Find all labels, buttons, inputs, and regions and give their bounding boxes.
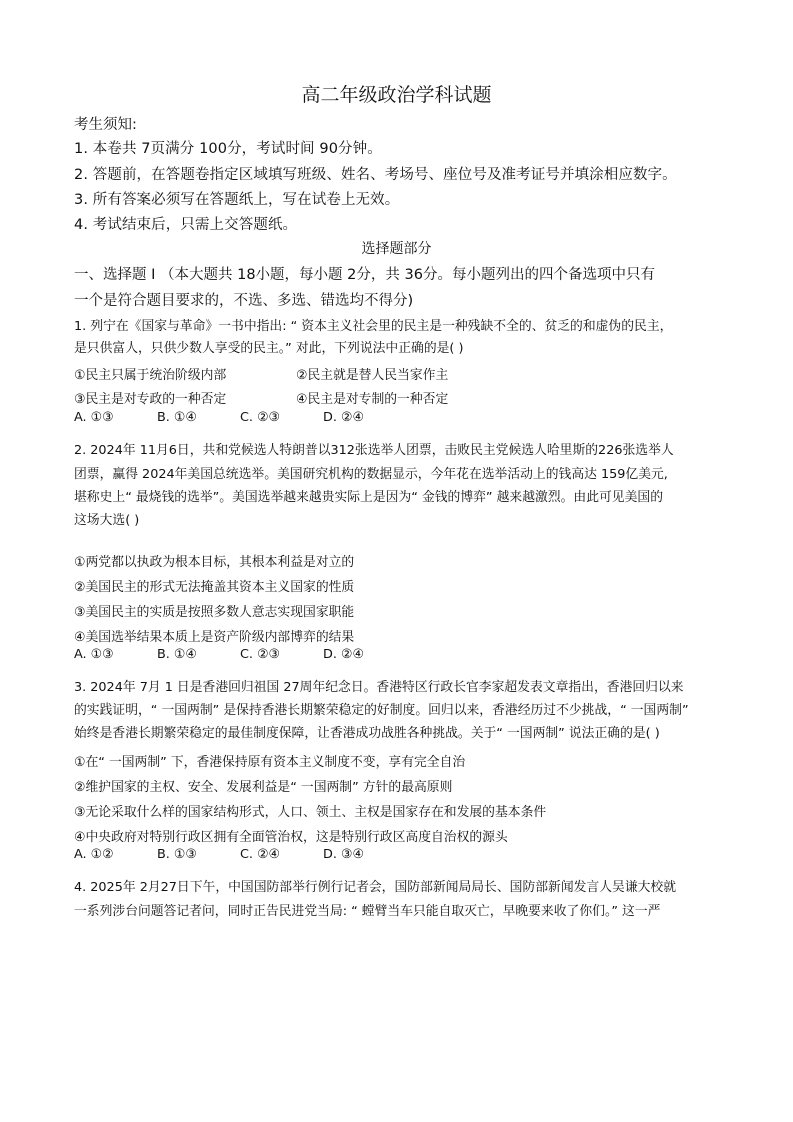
q1-statement-3: ③民主是对专政的一种否定	[74, 392, 227, 407]
q1-choice-b: B. ①④	[157, 410, 197, 425]
q1-stem-line-2: 是只供富人，只供少数人享受的民主。” 对此，下列说法中正确的是( )	[74, 341, 464, 356]
q2-choice-d: D. ②④	[323, 647, 364, 662]
q2-choices	[74, 647, 364, 662]
note-1: 1. 本卷共 7页满分 100分，考试时间 90分钟。	[74, 141, 382, 157]
q3-choice-b: B. ①③	[157, 847, 197, 862]
q3-choice-d: D. ③④	[323, 847, 364, 862]
q2-stem-line-3: 堪称史上“ 最烧钱的选举”。美国选举越来越贵实际上是因为“ 金钱的博弈” 越来越激烈。由此可见美国的	[74, 490, 663, 505]
page-title: 高二年级政治学科试题	[301, 84, 492, 106]
q3-choice-a: A. ①②	[74, 847, 114, 862]
q3-statement-4: ④中央政府对特别行政区拥有全面管治权，这是特别行政区高度自治权的源头	[74, 830, 508, 845]
q3-statement-2: ②维护国家的主权、安全、发展利益是“ 一国两制” 方针的最高原则	[74, 780, 453, 795]
note-3: 3. 所有答案必须写在答题纸上，写在试卷上无效。	[74, 192, 400, 208]
q2-choice-b: B. ①④	[157, 647, 197, 662]
q2-statement-1: ①两党都以执政为根本目标，其根本利益是对立的	[74, 555, 355, 570]
q3-statement-3: ③无论采取什么样的国家结构形式，人口、领土、主权是国家存在和发展的基本条件	[74, 805, 547, 820]
q2-stem-line-2: 团票，赢得 2024年美国总统选举。美国研究机构的数据显示，今年花在选举活动上的钱高达 159亿美元,	[74, 467, 668, 482]
q1-statement-4: ④民主是对专制的一种否定	[296, 392, 449, 407]
q3-choices	[74, 847, 364, 862]
q1-choice-a: A. ①③	[74, 410, 114, 425]
q2-statement-4: ④美国选举结果本质上是资产阶级内部博弈的结果	[74, 630, 355, 645]
q1-statements-row-2	[74, 388, 448, 407]
q1-choices	[74, 410, 364, 425]
q1-choice-d: D. ②④	[323, 410, 364, 425]
q3-stem-line-2: 的实践证明，“ 一国两制” 是保持香港长期繁荣稳定的好制度。回归以来，香港经历过不少挑战，“ 一国两制”	[74, 703, 689, 718]
q1-stem-line-1: 1. 列宁在《国家与革命》一书中指出: “ 资本主义社会里的民主是一种残缺不全的、贫乏的和虚伪的民主，	[74, 319, 673, 334]
q2-stem-line-1: 2. 2024年 11月6日，共和党候选人特朗普以312张选举人团票，击败民主党候选人哈里斯的226张选举人	[74, 443, 674, 458]
part-heading-line-2: 一个是符合题目要求的，不选、多选、错选均不得分)	[74, 293, 414, 309]
q4-stem-line-2: 一系列涉台问题答记者问，同时正告民进党当局: “ 螳臂当车只能自取灭亡，早晚要来收了你们。” 这一严	[74, 904, 661, 919]
q1-statement-2: ②民主就是替人民当家作主	[296, 368, 449, 383]
q2-statement-2: ②美国民主的形式无法掩盖其资本主义国家的性质	[74, 580, 355, 595]
note-2: 2. 答题前，在答题卷指定区域填写班级、姓名、考场号、座位号及准考证号并填涂相应数字。	[74, 167, 677, 183]
q3-stem-line-3: 始终是香港长期繁荣稳定的最佳制度保障，让香港成功战胜各种挑战。关于“ 一国两制” 说法正确的是( )	[74, 726, 660, 741]
q3-stem-line-1: 3. 2024年 7月 1 日是香港回归祖国 27周年纪念日。香港特区行政长官李家超发表文章指出，香港回归以来	[74, 680, 684, 695]
q3-statement-1: ①在“ 一国两制” 下，香港保持原有资本主义制度不变，享有完全自治	[74, 755, 466, 770]
section-heading: 选择题部分	[361, 241, 432, 257]
notes-heading: 考生须知:	[74, 117, 137, 133]
q2-stem-line-4: 这场大选( )	[74, 513, 140, 528]
q2-statement-3: ③美国民主的实质是按照多数人意志实现国家职能	[74, 605, 355, 620]
q1-statement-1: ①民主只属于统治阶级内部	[74, 368, 227, 383]
part-heading-line-1: 一、选择题 I （本大题共 18小题，每小题 2分，共 36分。每小题列出的四个备选项中只有	[74, 267, 655, 283]
q1-statements-row-1	[74, 364, 448, 383]
q3-choice-c: C. ②④	[240, 847, 281, 862]
q4-stem-line-1: 4. 2025年 2月27日下午，中国国防部举行例行记者会，国防部新闻局局长、国防部新闻发言人吴谦大校就	[74, 880, 677, 895]
q2-choice-c: C. ②③	[240, 647, 281, 662]
q2-choice-a: A. ①③	[74, 647, 114, 662]
note-4: 4. 考试结束后，只需上交答题纸。	[74, 217, 298, 233]
q1-choice-c: C. ②③	[240, 410, 281, 425]
